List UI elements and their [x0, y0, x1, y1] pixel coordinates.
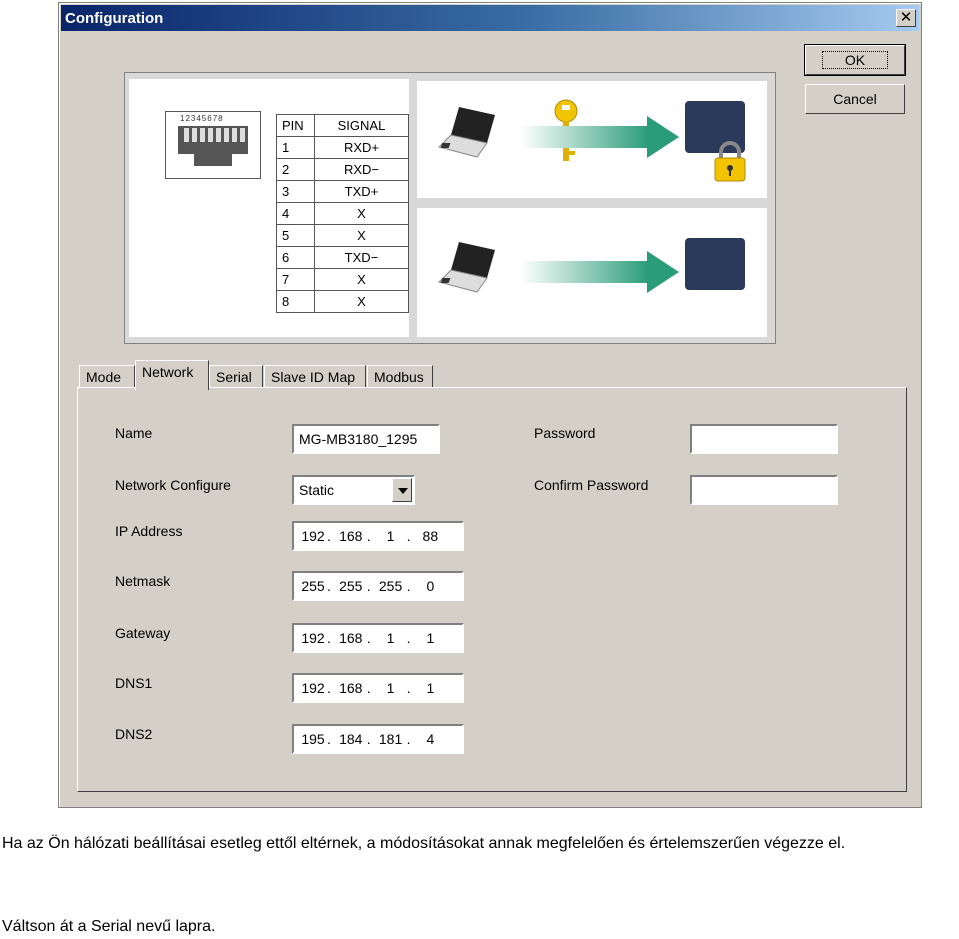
dns1-octet: 168: [339, 680, 363, 696]
table-row: [277, 203, 409, 225]
connection-banner-image: [124, 72, 776, 344]
ip-octet: 88: [422, 528, 439, 544]
ip-octet: 192: [301, 528, 325, 544]
caption-line-2: Váltson át a Serial nevű lapra.: [2, 918, 216, 935]
tab-mode[interactable]: Mode: [79, 365, 135, 389]
signal-header: SIGNAL: [314, 115, 408, 137]
dns1-field[interactable]: 192 . 168 . 1 . 1: [292, 673, 464, 703]
netmask-octet: 0: [426, 578, 435, 594]
signal-cell: TXD−: [314, 247, 408, 269]
tab-modbus[interactable]: Modbus: [367, 365, 433, 389]
network-tab-panel: [77, 387, 907, 792]
pin-header: PIN: [277, 115, 315, 137]
pinout-panel: [129, 79, 409, 337]
name-field[interactable]: MG-MB3180_1295: [292, 424, 440, 454]
table-header-row: [277, 115, 409, 137]
cancel-button[interactable]: Cancel: [805, 84, 905, 114]
pin-numbers: 12345678: [180, 114, 224, 123]
pin-cell: 6: [277, 247, 315, 269]
signal-cell: RXD+: [314, 137, 408, 159]
ip-address-field[interactable]: 192 . 168 . 1 . 88: [292, 521, 464, 551]
dns1-label: DNS1: [115, 675, 153, 691]
gateway-octet: 1: [426, 630, 435, 646]
title-bar[interactable]: [61, 5, 919, 31]
table-row: [277, 269, 409, 291]
pin-cell: 7: [277, 269, 315, 291]
pinout-table: [276, 114, 409, 313]
table-row: [277, 247, 409, 269]
confirm-password-field[interactable]: [690, 475, 838, 505]
table-row: [277, 225, 409, 247]
dns2-octet: 4: [426, 731, 435, 747]
netmask-octet: 255: [301, 578, 325, 594]
confirm-password-label: Confirm Password: [534, 477, 649, 493]
pin-cell: 3: [277, 181, 315, 203]
signal-cell: X: [314, 291, 408, 313]
table-row: [277, 181, 409, 203]
ok-label: OK: [822, 51, 888, 69]
arrow-icon: [647, 116, 679, 158]
signal-cell: X: [314, 225, 408, 247]
close-button[interactable]: ✕: [896, 9, 916, 27]
tab-slave-id-map[interactable]: Slave ID Map: [264, 365, 366, 389]
signal-cell: X: [314, 203, 408, 225]
password-label: Password: [534, 425, 596, 441]
gateway-octet: 192: [301, 630, 325, 646]
gateway-octet: 1: [386, 630, 395, 646]
pin-cell: 5: [277, 225, 315, 247]
configuration-dialog: [58, 2, 922, 808]
gateway-field[interactable]: 192 . 168 . 1 . 1: [292, 623, 464, 653]
ip-octet: 168: [339, 528, 363, 544]
laptop-icon: [437, 103, 507, 159]
dns2-octet: 181: [378, 731, 403, 747]
dns2-octet: 195: [301, 731, 325, 747]
secure-connection-panel: [417, 81, 767, 198]
network-configure-label: Network Configure: [115, 477, 231, 493]
dns1-octet: 192: [301, 680, 325, 696]
pin-cell: 1: [277, 137, 315, 159]
netmask-label: Netmask: [115, 573, 171, 589]
signal-cell: RXD−: [314, 159, 408, 181]
dns1-octet: 1: [426, 680, 435, 696]
arrow-icon: [647, 251, 679, 293]
pin-cell: 8: [277, 291, 315, 313]
signal-cell: TXD+: [314, 181, 408, 203]
dns2-octet: 184: [339, 731, 363, 747]
pin-cell: 2: [277, 159, 315, 181]
arrow-body: [521, 261, 649, 283]
ok-button[interactable]: [805, 45, 905, 75]
tab-network[interactable]: Network: [135, 360, 209, 390]
device-icon: [685, 238, 745, 290]
ip-address-label: IP Address: [115, 523, 183, 539]
gateway-octet: 168: [339, 630, 363, 646]
table-row: [277, 137, 409, 159]
arrow-body: [521, 126, 649, 148]
network-configure-select[interactable]: [292, 475, 415, 505]
caption-line-1: Ha az Ön hálózati beállításai esetleg ettől eltérnek, a módosításokat annak megfelelően és értelemszerűen végezze el.: [2, 835, 846, 852]
dns1-octet: 1: [386, 680, 395, 696]
netmask-octet: 255: [378, 578, 403, 594]
table-row: [277, 159, 409, 181]
lock-icon: [713, 141, 747, 183]
tab-serial[interactable]: Serial: [209, 365, 263, 389]
network-configure-value: Static: [299, 482, 335, 498]
pin-cell: 4: [277, 203, 315, 225]
ip-octet: 1: [386, 528, 395, 544]
plain-connection-panel: [417, 208, 767, 337]
laptop-icon: [437, 238, 507, 294]
password-field[interactable]: [690, 424, 838, 454]
gateway-label: Gateway: [115, 625, 171, 641]
dns2-field[interactable]: 195 . 184 . 181 . 4: [292, 724, 464, 754]
chevron-down-icon[interactable]: [392, 478, 412, 502]
signal-cell: X: [314, 269, 408, 291]
rj45-port-icon: [165, 111, 261, 179]
netmask-octet: 255: [339, 578, 363, 594]
window-title: Configuration: [65, 10, 164, 27]
dns2-label: DNS2: [115, 726, 153, 742]
netmask-field[interactable]: 255 . 255 . 255 . 0: [292, 571, 464, 601]
table-row: [277, 291, 409, 313]
name-label: Name: [115, 425, 153, 441]
